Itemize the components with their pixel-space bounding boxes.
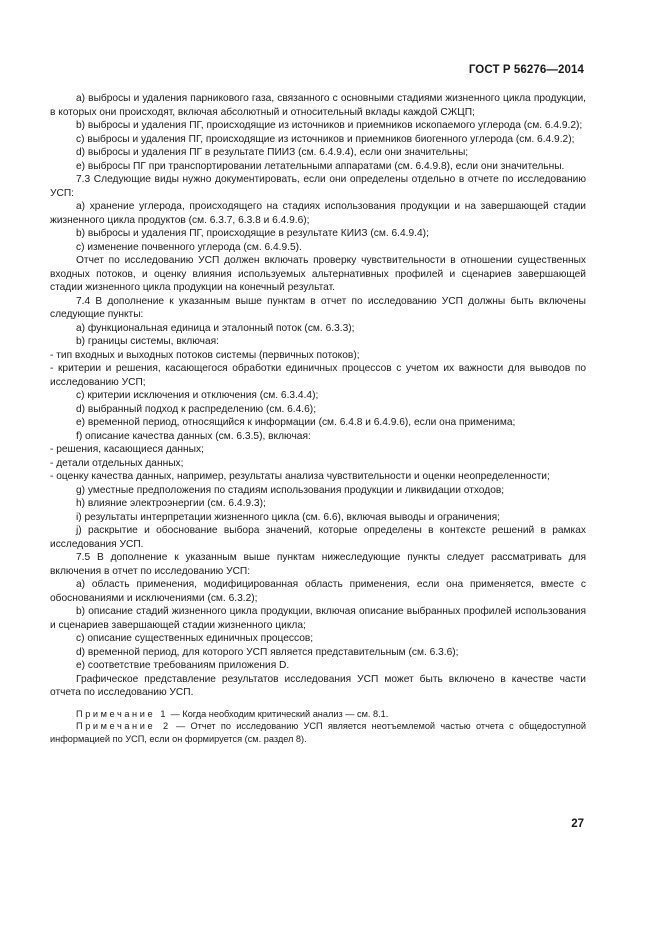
paragraph: 7.3 Следующие виды нужно документировать, если они определены отдельно в отчете по исследованию УСП: — [50, 174, 586, 199]
paragraph: 7.5 В дополнение к указанным выше пунктам нижеследующие пункты следует рассматривать для включения в отчет по исследованию УСП: — [50, 552, 586, 577]
paragraph: a) хранение углерода, происходящего на стадиях использования продукции и на завершающей стадии жизненного цикла продуктов (см. 6.3.7, 6.3.8 и 6.4.9.6); — [50, 201, 586, 226]
paragraph: j) раскрытие и обоснование выбора значений, которые определены в контексте решений в рамках исследования УСП. — [50, 525, 586, 550]
dash-item: - детали отдельных данных; — [50, 457, 184, 469]
paragraph: a) функциональная единица и эталонный поток (см. 6.3.3); — [76, 322, 355, 334]
paragraph: b) выбросы и удаления ПГ, происходящие в результате КИИЗ (см. 6.4.9.4); — [76, 228, 429, 239]
note-text: — Отчет по исследованию УСП является неотъемлемой частью отчета с общедоступной информацией по УСП, если он формируется (см. раздел 8). — [50, 721, 586, 744]
paragraph: g) уместные предположения по стадиям использования продукции и ликвидации отходов; — [76, 484, 505, 496]
page-number: 27 — [571, 818, 584, 830]
paragraph: h) влияние электроэнергии (см. 6.4.9.3); — [76, 498, 266, 509]
paragraph: Графическое представление результатов исследования УСП может быть включено в качестве части отчета по исследованию УСП. — [50, 673, 586, 698]
note-label: Примечание 1 — [76, 708, 169, 719]
note — [50, 708, 586, 721]
paragraph: d) выбросы и удаления ПГ в результате ПИИЗ (см. 6.4.9.4), если они значительны; — [76, 147, 469, 158]
paragraph: a) область применения, модифицированная область применения, если она применяется, вместе с обоснованиями и исключениями (см. 6.3.2); — [50, 579, 586, 604]
note-text: — Когда необходим критический анализ — см. 8.1. — [168, 708, 389, 719]
paragraph: e) выбросы ПГ при транспортировании летательными аппаратами (см. 6.4.9.8), если они значительны. — [76, 160, 565, 172]
standard-header: ГОСТ Р 56276—2014 — [468, 64, 584, 76]
paragraph: b) выбросы и удаления ПГ, происходящие из источников и приемников ископаемого углерода (см. 6.4.9.2); — [76, 120, 583, 131]
paragraph: e) соответствие требованиям приложения D. — [76, 660, 290, 671]
paragraph: i) результаты интерпретации жизненного цикла (см. 6.6), включая выводы и ограничения; — [76, 511, 500, 523]
paragraph: c) изменение почвенного углерода (см. 6.4.9.5). — [76, 241, 302, 253]
paragraph: c) описание существенных единичных процессов; — [76, 633, 314, 644]
dash-item: - решения, касающиеся данных; — [50, 444, 204, 455]
paragraph: 7.4 В дополнение к указанным выше пунктам в отчет по исследованию УСП должны быть включены следующие пункты: — [50, 295, 586, 320]
dash-item: - оценку качества данных, например, результаты анализа чувствительности и оценки неопределенности; — [50, 471, 550, 482]
paragraph: a) выбросы и удаления парникового газа, связанного с основными стадиями жизненного цикла продукции, в которых они происходят, включая абсолютный и относительный вклады каждой СЖЦП; — [50, 93, 586, 118]
paragraph: c) выбросы и удаления ПГ, происходящие из источников и приемников биогенного углерода (см. 6.4.9.2); — [76, 133, 575, 145]
dash-item: - тип входных и выходных потоков системы (первичных потоков); — [50, 349, 360, 361]
paragraph: d) временной период, для которого УСП является представительным (см. 6.3.6); — [76, 646, 459, 658]
paragraph: f) описание качества данных (см. 6.3.5), включая: — [76, 430, 311, 442]
paragraph: d) выбранный подход к распределению (см. 6.4.6); — [76, 403, 317, 415]
note-label: Примечание 2 — [76, 721, 171, 731]
note — [50, 720, 586, 745]
paragraph: e) временной период, относящийся к информации (см. 6.4.8 и 6.4.9.6), если она применима; — [76, 417, 516, 428]
paragraph: Отчет по исследованию УСП должен включать проверку чувствительности в отношении существенных входных потоков, и оценку влияния используемых альтернативных профилей и сценариев завершающей стадии жизненного цикла продукции на конечный результат. — [50, 255, 586, 293]
paragraph: c) критерии исключения и отключения (см. 6.3.4.4); — [76, 390, 319, 401]
paragraph: b) описание стадий жизненного цикла продукции, включая описание выбранных профилей использования и сценариев завершающей стадии жизненного цикла; — [50, 606, 586, 631]
notes-block — [50, 708, 586, 746]
paragraph: b) границы системы, включая: — [76, 336, 219, 347]
dash-item: - критерии и решения, касающегося обработки единичных процессов с учетом их важности для выводов по исследованию УСП; — [50, 363, 586, 388]
page-body — [50, 92, 586, 745]
